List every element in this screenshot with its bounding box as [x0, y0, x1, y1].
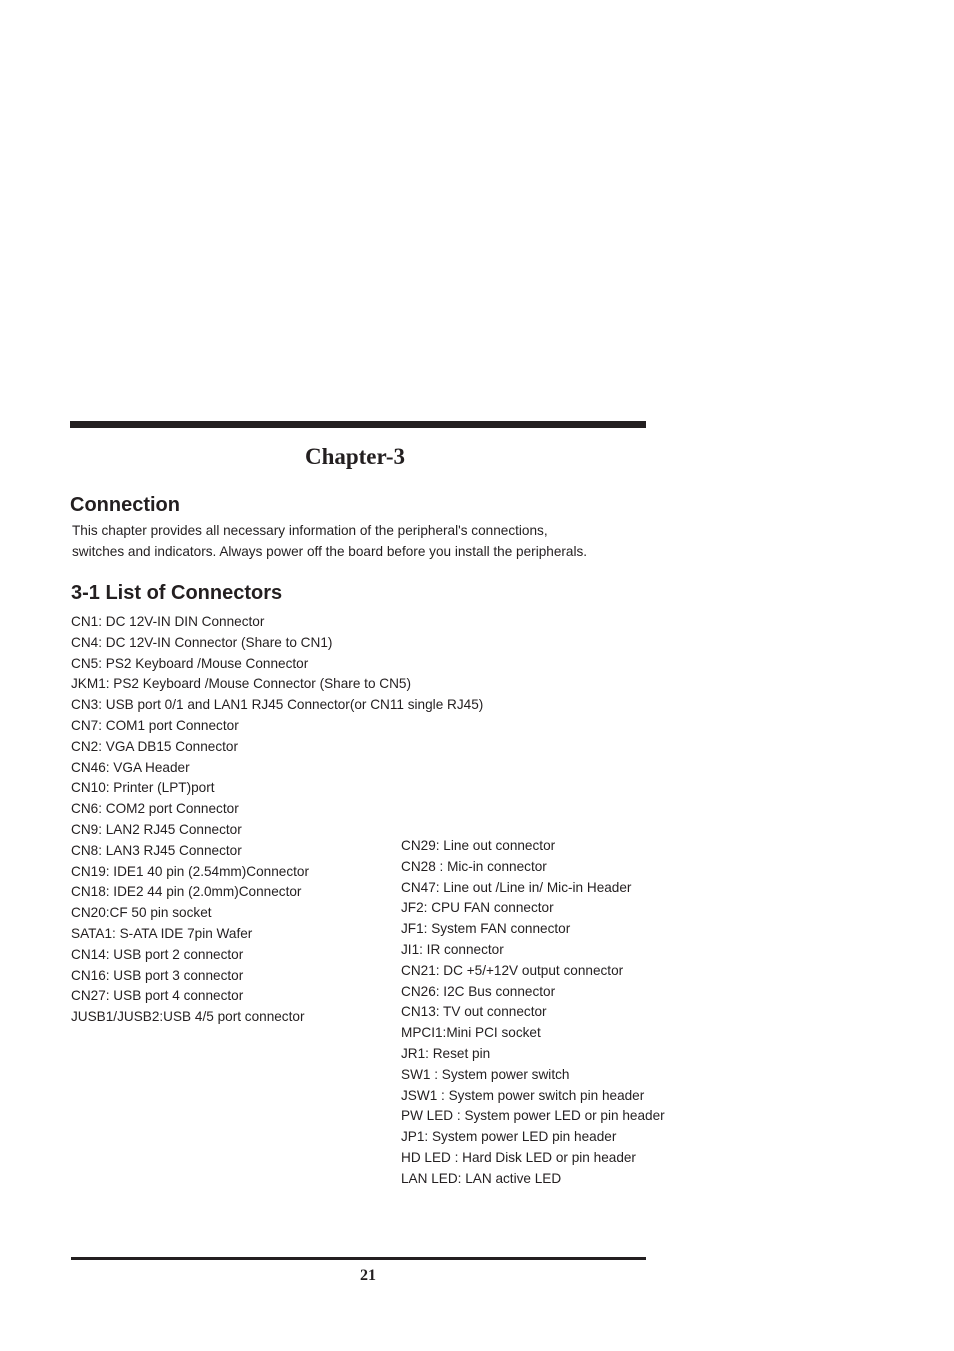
- connector-item: CN29: Line out connector: [401, 838, 556, 853]
- chapter-top-rule: [70, 421, 646, 428]
- connector-item: CN19: IDE1 40 pin (2.54mm)Connector: [71, 863, 309, 879]
- connector-item: SW1 : System power switch: [401, 1066, 570, 1082]
- connector-item: CN9: LAN2 RJ45 Connector: [71, 821, 242, 837]
- connector-item: CN21: DC +5/+12V output connector: [401, 962, 624, 978]
- connector-item: CN47: Line out /Line in/ Mic-in Header: [401, 879, 632, 895]
- connector-item: JR1: Reset pin: [401, 1045, 491, 1061]
- connector-item: PW LED : System power LED or pin header: [401, 1108, 665, 1124]
- connector-item: CN46: VGA Header: [71, 759, 190, 775]
- connector-item: LAN LED: LAN active LED: [401, 1170, 562, 1186]
- connector-item: CN7: COM1 port Connector: [71, 717, 239, 733]
- footer-rule: [71, 1257, 646, 1260]
- connector-item: JUSB1/JUSB2:USB 4/5 port connector: [71, 1009, 305, 1025]
- connector-item: CN6: COM2 port Connector: [71, 801, 239, 817]
- connector-item: JI1: IR connector: [401, 941, 504, 957]
- connector-item: CN2: VGA DB15 Connector: [71, 738, 238, 754]
- chapter-title: Chapter-3: [304, 444, 406, 469]
- connector-item: CN8: LAN3 RJ45 Connector: [71, 842, 242, 858]
- connectors-list-heading: 3-1 List of Connectors: [71, 582, 283, 604]
- connector-list-right: [401, 836, 665, 1190]
- connector-item: JF2: CPU FAN connector: [401, 900, 554, 916]
- connector-item: MPCI1:Mini PCI socket: [401, 1025, 541, 1041]
- connector-item: SATA1: S-ATA IDE 7pin Wafer: [71, 925, 253, 941]
- connector-item: CN3: USB port 0/1 and LAN1 RJ45 Connector(or CN11 single RJ45): [71, 697, 484, 713]
- connector-item: CN4: DC 12V-IN Connector (Share to CN1): [71, 634, 333, 650]
- connection-heading: Connection: [70, 494, 180, 516]
- connector-item: CN5: PS2 Keyboard /Mouse Connector: [71, 655, 309, 671]
- intro-paragraph: [72, 520, 652, 562]
- connector-item: CN27: USB port 4 connector: [71, 988, 244, 1004]
- intro-line: This chapter provides all necessary information of the peripheral's connections,: [72, 523, 548, 538]
- connector-item: CN18: IDE2 44 pin (2.0mm)Connector: [71, 884, 302, 900]
- connector-item: CN14: USB port 2 connector: [71, 946, 244, 962]
- connector-item: CN28 : Mic-in connector: [401, 858, 547, 874]
- page-number: 21: [360, 1267, 376, 1284]
- connector-item: HD LED : Hard Disk LED or pin header: [401, 1149, 636, 1165]
- connector-item: CN20:CF 50 pin socket: [71, 905, 212, 921]
- connector-item: CN13: TV out connector: [401, 1004, 547, 1020]
- intro-line: switches and indicators. Always power off the board before you install the peripherals.: [72, 544, 588, 559]
- connector-item: CN1: DC 12V-IN DIN Connector: [71, 614, 265, 629]
- connector-item: CN26: I2C Bus connector: [401, 983, 556, 999]
- connector-item: JF1: System FAN connector: [401, 921, 571, 937]
- connector-item: JKM1: PS2 Keyboard /Mouse Connector (Share to CN5): [71, 676, 412, 692]
- connector-item: CN10: Printer (LPT)port: [71, 780, 215, 796]
- connector-item: JSW1 : System power switch pin header: [401, 1087, 645, 1103]
- connector-item: JP1: System power LED pin header: [401, 1129, 617, 1145]
- connector-item: CN16: USB port 3 connector: [71, 967, 244, 983]
